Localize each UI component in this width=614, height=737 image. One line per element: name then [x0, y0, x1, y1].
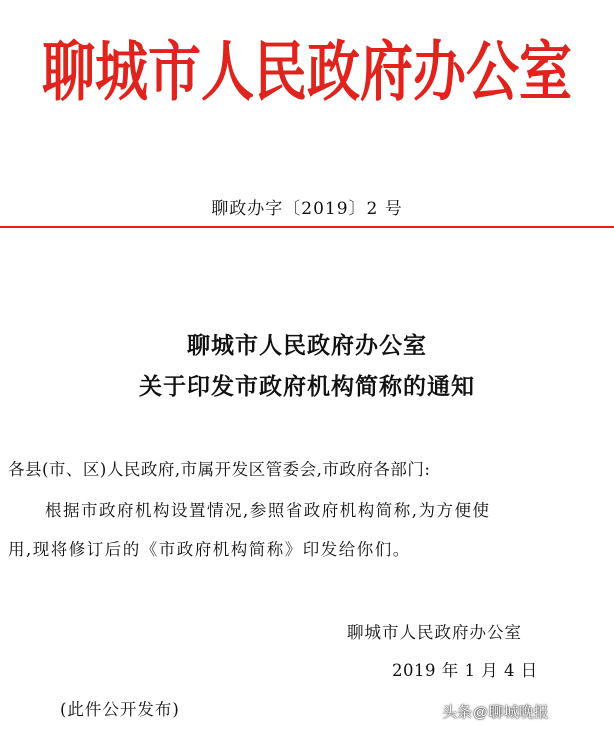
document-title-line-2: 关于印发市政府机构简称的通知: [139, 373, 475, 400]
document-number: 聊政办字〔2019〕2 号: [211, 199, 403, 219]
watermark-prefix: 头条: [442, 704, 473, 721]
issue-date: 2019 年 1 月 4 日: [392, 661, 538, 680]
recipients-line: 各县(市、区)人民政府,市属开发区管委会,市政府各部门:: [8, 460, 431, 479]
watermark-account: 聊城晚报: [488, 704, 549, 721]
at-icon: @: [473, 704, 488, 721]
source-watermark: [442, 702, 549, 724]
publish-note: (此件公开发布): [60, 700, 180, 719]
document-title-line-1: 聊城市人民政府办公室: [187, 332, 427, 359]
body-paragraph-line-1: 根据市政府机构设置情况,参照省政府机构简称,为方便使: [45, 501, 491, 520]
body-paragraph-line-2: 用,现将修订后的《市政府机构简称》印发给你们。: [8, 540, 411, 559]
red-divider-line: [0, 226, 614, 228]
signature-issuer: 聊城市人民政府办公室: [347, 623, 522, 642]
issuer-header: 聊城市人民政府办公室: [42, 34, 572, 110]
